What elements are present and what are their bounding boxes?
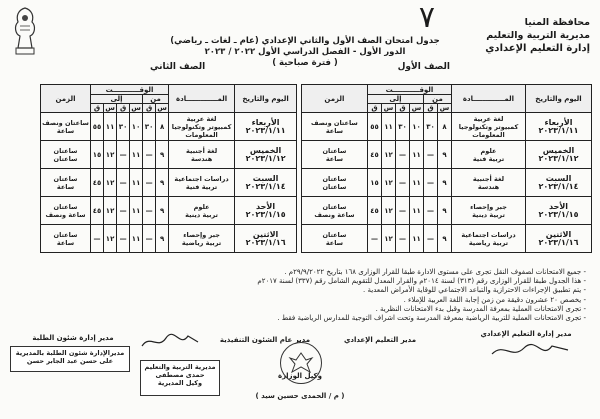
header-from: من (424, 95, 452, 104)
ministry-emblem-icon (8, 4, 42, 58)
to-hour-cell: ١١ (130, 225, 143, 253)
note-item: - تجرى الامتحانات العملية للتربية الرياضية بمعرفة المدرسة وتحت اشراف التوجية للمدارس الرياضية فقط . (277, 314, 586, 323)
table-row (301, 113, 591, 141)
duration-cell: ساعتان ساعتان (41, 141, 91, 169)
to2-minute-cell: — (91, 225, 104, 253)
title-line-2: الدور الأول - الفصل الدراسي الأول ٢٠٢٢ / ٢٠٢٣ (204, 47, 406, 57)
day-date-cell (526, 225, 592, 253)
title-line-1: جدول امتحان الصف الأول والثاني الإعدادي (عام ـ لغات ـ رياضي) (170, 36, 440, 46)
grade-second-table (40, 84, 297, 253)
header-to: إلى (91, 95, 143, 104)
subject-cell: دراسات اجتماعية تربية فنية (169, 169, 235, 197)
from-hour-cell: ٩ (438, 225, 452, 253)
from-minute-cell: — (424, 197, 438, 225)
day-label: السبت (252, 173, 279, 183)
day-label: الخميس (542, 145, 575, 155)
grade-second-heading: الصف الثاني (150, 62, 206, 72)
to2-hour-cell: ١٢ (104, 197, 117, 225)
to2-minute-cell: ٥٥ (91, 113, 104, 141)
to-hour-cell: ١٠ (410, 113, 424, 141)
note-item: - جميع الامتحانات لصفوف النقل تجرى على مستوى الادارة طبقا للقرار الوزارى ١٦٨ بتاريخ ٢٩/٩/٢٠٢٢م . (284, 268, 586, 276)
date-label: ٢٠٢٣/١/١١ (245, 125, 286, 135)
date-label: ٢٠٢٣/١/١٢ (538, 153, 579, 163)
note-item: - يخصص ٢٠ عشرون دقيقة من زمن إجابة اللغة العربية للإملاء . (403, 295, 586, 304)
date-label: ٢٠٢٣/١/١٤ (538, 181, 579, 191)
governorate-label: محافظة المنيا (524, 17, 590, 28)
table-row (41, 141, 297, 169)
to2-hour-cell: ١٢ (104, 169, 117, 197)
to2-hour-cell: ١٢ (382, 197, 396, 225)
from-hour-cell: ٩ (438, 197, 452, 225)
grade-first-heading: الصف الأول (397, 62, 450, 72)
to-hour-cell: ١١ (130, 169, 143, 197)
to-minute-cell: — (117, 169, 130, 197)
header-duration: الزمن (301, 85, 367, 113)
day-date-cell (526, 113, 592, 141)
table-row (41, 169, 297, 197)
subject-cell: لغة عربية كمبيوتر وتكنولوجيا المعلومات (169, 113, 235, 141)
from-hour-cell: ٩ (156, 141, 169, 169)
day-date-cell (235, 113, 297, 141)
student-affairs-stamp: مديرالإدارة شئون الطلبة بالمديرية على حسن عبد الجابر حسن (10, 346, 130, 372)
signature-middle-dept: مدير التعليم الإعدادي (343, 336, 417, 344)
duration-cell: ساعتان ونصف ساعة (301, 113, 367, 141)
notes-list (116, 268, 586, 323)
subject-cell: جبر وإحصاء تربية دينية (452, 197, 526, 225)
header-hour: س (382, 104, 396, 113)
from-minute-cell: ٣٠ (143, 113, 156, 141)
to2-minute-cell: ١٥ (91, 141, 104, 169)
header-authority (450, 16, 590, 55)
from-hour-cell: ٩ (156, 197, 169, 225)
from-hour-cell: ٩ (438, 169, 452, 197)
signature-scribble-icon (140, 330, 200, 352)
header-duration: الزمن (41, 85, 91, 113)
to-minute-cell: — (396, 225, 410, 253)
signature-student-affairs: مدير عام الشئون التنفيذية (219, 336, 311, 344)
note-item: - تجرى الامتحانات العملية بمعرفة المدرسة وقبل بدء الامتحانات النظرية . (375, 304, 586, 313)
date-label: ٢٠٢٣/١/١٥ (538, 209, 579, 219)
from-hour-cell: ٩ (156, 225, 169, 253)
header-time: الوقـــــــــــت (91, 85, 169, 95)
duration-cell: ساعتان ساعة (301, 141, 367, 169)
day-date-cell (526, 141, 592, 169)
from-minute-cell: — (143, 225, 156, 253)
from-minute-cell: — (424, 225, 438, 253)
to2-minute-cell: ٤٥ (367, 197, 381, 225)
grade-first-table (301, 84, 592, 253)
to2-hour-cell: ١٢ (104, 225, 117, 253)
to2-minute-cell: ٤٥ (91, 197, 104, 225)
to-hour-cell: ١١ (410, 197, 424, 225)
date-label: ٢٠٢٣/١/١٦ (538, 237, 579, 247)
subject-cell: علوم تربية دينية (169, 197, 235, 225)
day-date-cell (235, 169, 297, 197)
to2-minute-cell: ٥٥ (367, 113, 381, 141)
subject-cell: جبر وإحصاء تربية رياضية (169, 225, 235, 253)
day-label: الاثنين (252, 229, 279, 239)
to-minute-cell: ٣٠ (396, 113, 410, 141)
header-minute: ق (424, 104, 438, 113)
subject-cell: لغة عربية كمبيوتر وتكنولوجيا المعلومات (452, 113, 526, 141)
duration-cell: ساعتان ونصف ساعة (41, 113, 91, 141)
note-item: - يتم تطبيق الإجراءات الاحترازية والتباعد الاجتماعي للوقاية الأمراض المعدية . (363, 286, 586, 295)
header-hour: س (105, 104, 115, 112)
subject-cell: دراسات اجتماعية تربية رياضية (452, 225, 526, 253)
to-hour-cell: ١١ (410, 169, 424, 197)
signature-deputy: وكيل الوزارة (278, 372, 322, 380)
date-label: ٢٠٢٣/١/١٥ (245, 209, 286, 219)
header-to: إلى (367, 95, 423, 104)
to-minute-cell: — (117, 141, 130, 169)
duration-cell: ساعتان ساعة ونصف (41, 197, 91, 225)
to-minute-cell: — (396, 197, 410, 225)
header-time: الوقـــــــــــت (367, 85, 451, 95)
department-label: إدارة التعليم الإعدادي (485, 43, 590, 54)
day-date-cell (526, 169, 592, 197)
to2-minute-cell: ٤٥ (91, 169, 104, 197)
from-minute-cell: — (424, 141, 438, 169)
to2-minute-cell: — (367, 225, 381, 253)
day-date-cell (235, 225, 297, 253)
directorate-stamp: مديرية التربية والتعليم حمدى مصطفى وكيل المديرية (140, 360, 220, 396)
date-label: ٢٠٢٣/١/١٤ (245, 181, 286, 191)
day-label: الأحد (256, 201, 276, 211)
to2-minute-cell: ١٥ (367, 169, 381, 197)
directorate-label: مديرية التربية والتعليم (486, 30, 590, 41)
to-hour-cell: ١١ (130, 197, 143, 225)
duration-cell: ساعتان ساعتان (301, 169, 367, 197)
duration-cell: ساعتان ساعة ونصف (301, 197, 367, 225)
to2-hour-cell: ١٢ (382, 169, 396, 197)
to-minute-cell: — (117, 197, 130, 225)
signature-left-title: مدير إدارة شئون الطلبة (32, 334, 114, 342)
from-hour-cell: ٨ (156, 113, 169, 141)
table-row (301, 169, 591, 197)
to-minute-cell: — (396, 141, 410, 169)
page-number: ٧ (418, 0, 435, 35)
duration-cell: ساعتان ساعة (301, 225, 367, 253)
header-minute: ق (143, 104, 156, 113)
header-hour: س (438, 104, 452, 113)
from-minute-cell: — (143, 141, 156, 169)
header-day-date: اليوم والتاريخ (526, 85, 592, 113)
table-row (41, 197, 297, 225)
to-hour-cell: ١٠ (130, 113, 143, 141)
day-date-cell (526, 197, 592, 225)
to-minute-cell: — (117, 225, 130, 253)
day-label: السبت (545, 173, 572, 183)
from-hour-cell: ٩ (156, 169, 169, 197)
subject-cell: لغة أجنبية هندسة (169, 141, 235, 169)
to-hour-cell: ١١ (130, 141, 143, 169)
from-hour-cell: ٨ (438, 113, 452, 141)
from-minute-cell: — (143, 197, 156, 225)
header-minute: ق (396, 104, 410, 113)
from-minute-cell: ٣٠ (424, 113, 438, 141)
date-label: ٢٠٢٣/١/١٦ (245, 237, 286, 247)
from-hour-cell: ٩ (438, 141, 452, 169)
header-day-date: اليوم والتاريخ (235, 85, 297, 113)
title-line-3: ( فترة صباحية ) (272, 58, 338, 68)
header-minute: ق (117, 104, 130, 113)
day-label: الأحد (548, 201, 569, 211)
table-row (41, 113, 297, 141)
to-minute-cell: ٣٠ (117, 113, 130, 141)
subject-cell: علوم تربية فنية (452, 141, 526, 169)
header-from: من (143, 95, 169, 104)
table-row (301, 141, 591, 169)
subject-cell: لغة أجنبية هندسة (452, 169, 526, 197)
to-hour-cell: ١١ (410, 225, 424, 253)
from-minute-cell: — (424, 169, 438, 197)
to-hour-cell: ١١ (410, 141, 424, 169)
day-date-cell (235, 141, 297, 169)
to2-hour-cell: ١١ (382, 113, 396, 141)
signature-scribble-icon (490, 340, 570, 362)
to2-minute-cell: ٤٥ (367, 141, 381, 169)
day-label: الأربعاء (251, 117, 280, 127)
header-subject: المـــــــــــــادة (169, 85, 235, 113)
table-row (41, 225, 297, 253)
note-item: - هذا الجدول طبقا للقرار الوزارى رقم (٣١٣) لسنة ٢٠١٤م والقرار المعدل للتقويم الشامل رقم (٣٣٧) لسنة ٢٠١٧م (257, 277, 586, 286)
to2-hour-cell: ١١ (104, 113, 117, 141)
day-label: الخميس (249, 145, 282, 155)
duration-cell: ساعتان ساعة (41, 225, 91, 253)
header-hour: س (131, 104, 141, 112)
date-label: ٢٠٢٣/١/١١ (538, 125, 579, 135)
header-minute: ق (91, 104, 104, 113)
date-label: ٢٠٢٣/١/١٢ (245, 153, 286, 163)
to-minute-cell: — (396, 169, 410, 197)
header-hour: س (157, 104, 167, 112)
eagle-emblem-icon (286, 350, 316, 376)
day-label: الأربعاء (544, 117, 573, 127)
header-hour: س (410, 104, 424, 113)
to2-hour-cell: ١٢ (382, 141, 396, 169)
day-date-cell (235, 197, 297, 225)
from-minute-cell: — (143, 169, 156, 197)
header-minute: ق (367, 104, 381, 113)
table-row (301, 197, 591, 225)
day-label: الاثنين (545, 229, 572, 239)
to2-hour-cell: ١٢ (382, 225, 396, 253)
table-row (301, 225, 591, 253)
header-subject: المـــــــــــــادة (452, 85, 526, 113)
signature-deputy-name: ( م / الحمدى حسين سيد ) (255, 392, 345, 400)
signature-right-title: مدير إدارة التعليم الإعدادي (480, 330, 572, 338)
duration-cell: ساعتان ساعة (41, 169, 91, 197)
to2-hour-cell: ١٢ (104, 141, 117, 169)
